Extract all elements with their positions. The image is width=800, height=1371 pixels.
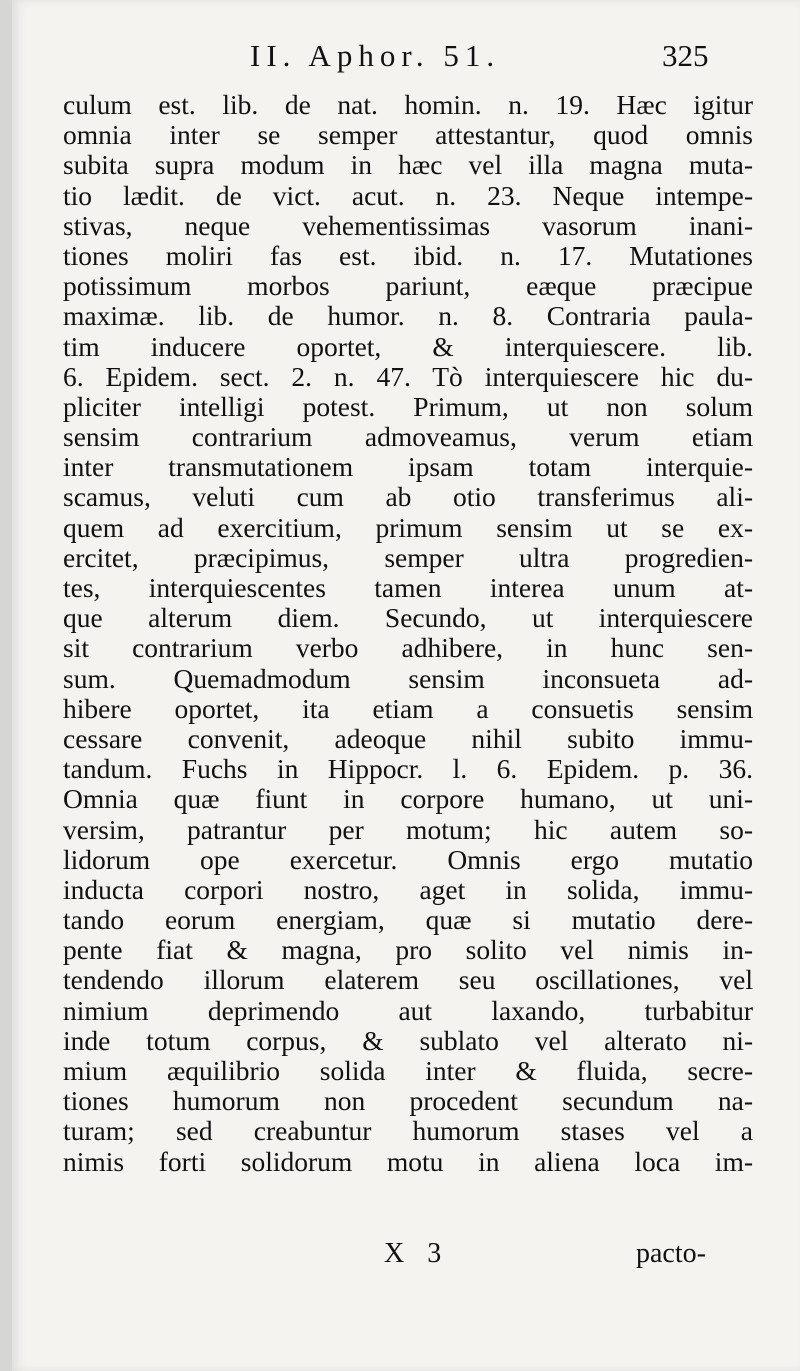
text-line: tandum. Fuchs in Hippocr. l. 6. Epidem. p. 36.	[63, 753, 753, 785]
text-line: potissimum morbos pariunt, eæque præcipue	[63, 270, 753, 302]
text-line: turam; sed creabuntur humorum stases vel a	[63, 1115, 753, 1147]
text-line: inducta corpori nostro, aget in solida, immu-	[63, 873, 753, 905]
text-line: 6. Epidem. sect. 2. n. 47. Tò interquiescere hic du-	[63, 360, 753, 392]
text-line: hibere oportet, ita etiam a consuetis sensim	[63, 692, 753, 724]
text-line: sensim contrarium admoveamus, verum etiam	[63, 421, 753, 453]
page-number: 325	[662, 38, 709, 73]
signature-mark: X 3	[384, 1238, 450, 1269]
text-line: que alterum diem. Secundo, ut interquiescere	[63, 602, 753, 634]
text-line: pliciter intelligi potest. Primum, ut non solum	[63, 390, 753, 422]
text-line: sum. Quemadmodum sensim inconsueta ad-	[63, 662, 753, 694]
text-line: inde totum corpus, & sublato vel alterato ni-	[63, 1024, 753, 1056]
text-line: tando eorum energiam, quæ si mutatio dere-	[63, 904, 753, 936]
text-line: tiones humorum non procedent secundum na-	[63, 1085, 753, 1117]
text-line: culum est. lib. de nat. homin. n. 19. Hæc igitur	[63, 89, 753, 120]
body-text	[63, 90, 753, 1177]
text-line: tiones moliri fas est. ibid. n. 17. Mutationes	[63, 239, 753, 271]
text-line: tio lædit. de vict. acut. n. 23. Neque intempe-	[63, 179, 753, 211]
text-line: lidorum ope exercetur. Omnis ergo mutatio	[63, 843, 753, 875]
text-line: mium æquilibrio solida inter & fluida, secre-	[63, 1055, 753, 1086]
text-line: nimis forti solidorum motu in aliena loca im-	[63, 1145, 753, 1177]
text-line: tim inducere oportet, & interquiescere. lib.	[63, 330, 753, 362]
text-line: inter transmutationem ipsam totam interquie-	[63, 451, 753, 483]
running-title: II. Aphor. 51.	[250, 38, 501, 73]
text-line: maximæ. lib. de humor. n. 8. Contraria paula-	[63, 300, 753, 332]
text-line: pente fiat & magna, pro solito vel nimis in-	[63, 934, 753, 966]
text-line: ercitet, præcipimus, semper ultra progredien-	[63, 541, 753, 573]
text-line: cessare convenit, adeoque nihil subito immu-	[63, 722, 753, 754]
text-line: versim, patrantur per motum; hic autem so-	[63, 813, 753, 845]
page-header	[12, 38, 800, 82]
page-footer	[12, 1238, 800, 1278]
text-line: nimium deprimendo aut laxando, turbabitur	[63, 994, 753, 1026]
text-line: tes, interquiescentes tamen interea unum at-	[63, 572, 753, 603]
text-line: omnia inter se semper attestantur, quod omnis	[63, 119, 753, 151]
text-line: quem ad exercitium, primum sensim ut se ex-	[63, 511, 753, 543]
text-line: sit contrarium verbo adhibere, in hunc sen-	[63, 632, 753, 664]
text-line: scamus, veluti cum ab otio transferimus ali-	[63, 481, 753, 513]
text-line: subita supra modum in hæc vel illa magna muta-	[63, 149, 753, 181]
catchword: pacto-	[636, 1238, 706, 1269]
text-line: tendendo illorum elaterem seu oscillationes, vel	[63, 964, 753, 996]
text-line: Omnia quæ fiunt in corpore humano, ut uni-	[63, 783, 753, 815]
text-line: stivas, neque vehementissimas vasorum inani-	[63, 209, 753, 241]
book-page	[12, 0, 800, 1371]
